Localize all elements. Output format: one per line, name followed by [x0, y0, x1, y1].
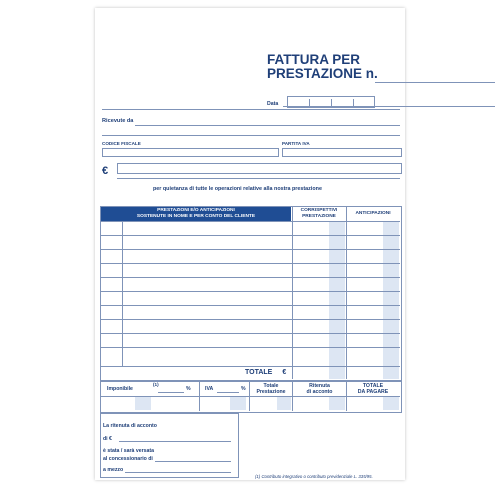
iva-cents-cell — [230, 397, 246, 410]
table-row-line[interactable] — [100, 235, 400, 236]
totale-da-pagare-label — [347, 383, 399, 395]
amount-field[interactable] — [117, 163, 402, 174]
totale-da-pagare-cents-cell — [383, 397, 399, 410]
ricevute-da-line-2[interactable] — [102, 135, 400, 136]
ritenuta-line1: Ritenuta — [309, 383, 330, 389]
note-mark-1: (1) — [153, 382, 159, 387]
mezzo-line[interactable] — [125, 472, 231, 473]
table-left-margin-rule — [122, 221, 123, 366]
ritenuta-amount-line[interactable] — [119, 441, 231, 442]
table-header-bottom — [100, 221, 400, 222]
summary-col-divider-1 — [199, 381, 200, 411]
ritenuta-cents-cell — [329, 397, 345, 410]
ritenuta-text-line1: La ritenuta di acconto — [103, 423, 157, 429]
totale-prestazione-cents-cell — [277, 397, 291, 410]
ritenuta-text-line4: al concessionario di — [103, 456, 153, 462]
table-row-line[interactable] — [100, 277, 400, 278]
amount-words-line[interactable] — [117, 178, 400, 179]
ritenuta-text-line2: di € — [103, 436, 112, 442]
invoice-number-line[interactable] — [375, 82, 495, 83]
imponibile-label: Imponibile — [107, 386, 133, 392]
table-col-divider-1 — [292, 207, 293, 379]
iva-label: IVA — [205, 386, 214, 392]
totale-text: TOTALE — [245, 369, 273, 376]
totale-prestazione-label — [250, 383, 292, 395]
concessionario-line[interactable] — [155, 461, 231, 462]
partita-iva-label: PARTITA IVA — [282, 141, 310, 146]
totale-da-pagare-line2: DA PAGARE — [357, 389, 389, 395]
iva-rate-line[interactable] — [217, 392, 239, 393]
table-row-line[interactable] — [100, 347, 400, 348]
ritenuta-text-line3: è stata / sarà versata — [103, 448, 155, 454]
col-prestazioni-header — [101, 207, 291, 221]
totale-euro-symbol: € — [282, 369, 287, 376]
quietanza-text: per quietanza di tutte le operazioni relative alla nostra prestazione — [153, 186, 322, 192]
table-row-line[interactable] — [100, 305, 400, 306]
date-divider-1 — [309, 99, 310, 106]
table-col-divider-2 — [346, 207, 347, 379]
col-corrispettivi-header-line1: CORRISPETTIVI — [300, 208, 338, 213]
date-divider-3 — [353, 99, 354, 106]
ricevute-da-line[interactable] — [135, 125, 400, 126]
invoice-form — [95, 8, 405, 480]
table-row-line[interactable] — [100, 263, 400, 264]
items-table — [100, 206, 402, 381]
totale-da-pagare-line1: TOTALE — [362, 383, 384, 389]
footnote: (1) Contributo integrativo o contributo previdenziale L. 335/95. — [255, 474, 373, 479]
imponibile-cents-cell — [135, 397, 151, 410]
anticipazioni-cents-column — [383, 222, 399, 379]
ricevute-da-label: Ricevute da — [102, 118, 134, 124]
table-row-line[interactable] — [100, 249, 400, 250]
partita-iva-field[interactable] — [282, 148, 402, 157]
totale-label — [245, 369, 286, 376]
ritenuta-text-line5: a mezzo — [103, 467, 124, 473]
col-corrispettivi-header-line2: PRESTAZIONE — [302, 214, 336, 219]
codice-fiscale-label: CODICE FISCALE — [102, 141, 141, 146]
table-total-top — [100, 366, 400, 367]
form-title-line1: FATTURA PER — [267, 52, 360, 67]
col-prestazioni-header-line2: SOSTENUTE IN NOME E PER CONTO DEL CLIENTE — [136, 214, 256, 219]
date-divider-2 — [331, 99, 332, 106]
corrispettivi-cents-column — [329, 222, 345, 379]
table-row-line[interactable] — [100, 333, 400, 334]
col-prestazioni-header-line1: PRESTAZIONI E/O ANTICIPAZIONI — [157, 208, 235, 213]
ritenuta-line2: di acconto — [306, 389, 333, 395]
col-anticipazioni-header: ANTICIPAZIONI — [355, 211, 391, 216]
col-corrispettivi-header — [293, 208, 345, 220]
date-label: Data — [267, 101, 279, 107]
euro-symbol: € — [102, 165, 109, 177]
form-title-line2: PRESTAZIONE n. — [267, 66, 378, 81]
header-separator — [102, 109, 400, 110]
table-row-line[interactable] — [100, 291, 400, 292]
table-row-line[interactable] — [100, 319, 400, 320]
totale-prestazione-line2: Prestazione — [256, 389, 286, 395]
totale-prestazione-line1: Totale — [263, 383, 279, 389]
percent-sign-2: % — [241, 386, 246, 392]
percent-sign-1: % — [186, 386, 191, 392]
codice-fiscale-field[interactable] — [102, 148, 279, 157]
ritenuta-label — [293, 383, 346, 395]
contributo-rate-line[interactable] — [158, 392, 184, 393]
